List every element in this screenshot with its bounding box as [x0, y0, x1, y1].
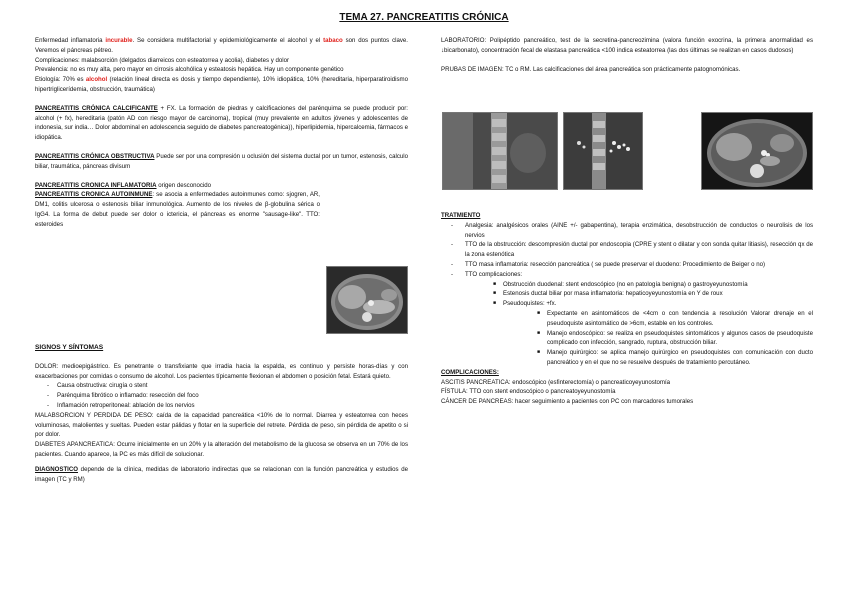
- pruebas-paragraph: PRUBAS DE IMAGEN: TC o RM. Las calcificaciones del área pancreática son prácticamente patognomónicas.: [441, 65, 741, 73]
- list-item: - TTO de la obstrucción: descompresión ductal por endoscopia (CPRE y stent o dilatar y con sonda quitar litiasis), resección qx de la zona estenótica: [441, 240, 813, 260]
- diagnostico-section: DIAGNOSTICO depende de la clínica, medidas de laboratorio indirectas que se relacionan con la función pancreática y estudios de imagen (TC y RM): [35, 465, 408, 483]
- list-item: - Analgesia: analgésicos orales (AINE +/- gabapentina), terapia enzimática, desobstrucción de conductos o neurolisis de los nervios: [441, 221, 813, 241]
- calcificante-heading: PANCREATITIS CRÓNICA CALCIFICANTE: [35, 104, 158, 112]
- right-column: [441, 36, 813, 74]
- signos-heading: SIGNOS Y SÍNTOMAS: [35, 344, 104, 351]
- dolor-causes-list: [35, 381, 408, 410]
- incurable-highlight: incurable: [105, 37, 133, 44]
- dolor-paragraph: DOLOR: medioepigástrico. Es penetrante o transfixiante que irradia hacia la espalda, es continuo y persiste horas-días y con exacerbaciones por comidas o consumo de alcohol. Los pacientes típicamente flexionan el abdomen o posición fetal. Estará quieto.: [35, 362, 408, 380]
- diagnostico-heading: DIAGNOSTICO: [35, 465, 78, 473]
- autoinmune-heading: PANCREATITIS CRONICA AUTOINMUNE: [35, 191, 153, 199]
- inflamatoria-heading: PANCREATITIS CRONICA INFLAMATORIA: [35, 181, 157, 189]
- laboratorio-paragraph: LABORATORIO: Polipéptido pancreático, test de la secretina-pancreozimina (valora función exocrina, la primera anormalidad es ↓bicarbonato), concentración fecal de elastasa pancreática <100 indica esteatorrea (las dos últimas se realizan en casos dudosos): [441, 37, 813, 54]
- list-item: FÍSTULA: TTO con stent endoscópico o pancreatoyeyunostomía: [441, 388, 616, 396]
- complicaciones-heading: COMPLICACIONES:: [441, 368, 499, 376]
- malabsorcion-paragraph: MALABSORCION Y PERDIDA DE PESO: caída de la capacidad pancreática <10% de lo normal. Diarrea y esteatorrea con heces voluminosas, malolientes y sueltas. Pueden estar pálidas y flotar en la superficie del retrete. Pérdida de peso, sin pérdida de apetito o si por dolor.: [35, 411, 408, 439]
- prevalencia-line: Prevalencia: no es muy alta, pero mayor en cirrosis alcohólica y esteatosis hepática. Hay un componente genético: [35, 66, 344, 74]
- list-item: ■ Pseudoquistes: +fx.: [441, 299, 813, 309]
- autoimmune-ct-image: [326, 266, 408, 334]
- list-item: - Parénquima fibrótico o inflamado: resección del foco: [35, 391, 408, 401]
- inflamatoria-section: PANCREATITIS CRONICA INFLAMATORIA origen desconocido: [35, 181, 212, 189]
- list-item: - TTO masa inflamatoria: resección pancreática ( se puede preservar el duodeno: Procedimiento de Beiger o no): [441, 260, 813, 270]
- list-item: ASCITIS PANCREATICA: endoscópico (esfinterectomía) o pancreaticoyeyunostomía: [441, 378, 671, 386]
- list-item: - Causa obstructiva: cirugía o stent: [35, 381, 408, 391]
- obstructiva-section: PANCREATITIS CRÓNICA OBSTRUCTIVA Puede ser por una compresión u oclusión del sistema ductal por un tumor, estenosis, calculo biliar, traumática, páncreas divisum: [35, 152, 408, 170]
- calcificante-section: PANCREATITIS CRÓNICA CALCIFICANTE + FX. La formación de piedras y calcificaciones del parénquima se puede producir por: alcohol (+ fx), hereditaria (patón AD con riesgo mayor de carcinoma), tropical (muy prevalente en adultos jóvenes y adolescentes de indonesia, sur india… Dolor abdominal en adolescencia seguido de diabetes pancreatogénica)), hiperlipidemia, hipercalcemia, fármacos e idiopática.: [35, 104, 408, 142]
- list-item: ■ Manejo quirúrgico: se aplica manejo quirúrgico en pseudoquistes con comunicación con ducto pancreático y en el que no se resuelve después de tratamiento percutáneo.: [441, 348, 813, 368]
- left-column-lower: [35, 343, 408, 484]
- page-title: TEMA 27. PANCREATITIS CRÓNICA: [339, 12, 509, 23]
- etiologia-line: Etiología: 70% es alcohol (relación lineal directa es dosis y tiempo dependiente), 10% idiopática, 10% (hereditaria, hiperparatiroidismo hipertriglicerídemia, obstrucción, traumática): [35, 76, 408, 93]
- diabetes-paragraph: DIABETES APANCREATICA: Ocurre inicialmente en un 20% y la alteración del metabolismo de la glucosa se observa en un 70% de los pacientes. Cuando aparece, la PC es más difícil de solucionar.: [35, 441, 408, 458]
- alcohol-highlight: alcohol: [85, 76, 108, 84]
- list-item: ■ Estenosis ductal biliar por masa inflamatoria: hepaticoyeyunostomía en Y de roux: [441, 289, 813, 299]
- xray-image: [442, 112, 558, 190]
- list-item: ■ Manejo endoscópico: se realiza en pseudoquistes sintomáticos y algunos casos de pseudoquiste complicado con infección, sangrado, ruptura, obstrucción biliar.: [441, 329, 813, 349]
- complicaciones-line: Complicaciones: malabsorción (delgados diarreicos con esteatorrea y acolia), diabetes y dolor: [35, 56, 290, 64]
- list-item: CÁNCER DE PANCREAS: hacer seguimiento a pacientes con PC con marcadores tumorales: [441, 398, 694, 406]
- calcification-xray-image: [563, 112, 643, 190]
- ct-scan-image: [701, 112, 813, 190]
- intro-paragraph: Enfermedad inflamatoria incurable. Se considera multifactorial y epidemiológicamente el alcohol y el tabaco son dos puntos clave. Veremos el páncreas pétreo.: [35, 37, 408, 54]
- list-item: ■ Obstrucción duodenal: stent endoscópico (no en patología benigna) o gastroyeyunostomía: [441, 280, 813, 290]
- list-item: ■ Expectante en asintomáticos de <4cm o con tendencia a resolución Valorar drenaje en el pseudoquiste asintomático de >6cm, estable en los controles.: [441, 309, 813, 329]
- right-column-lower: [441, 211, 813, 407]
- tabaco-highlight: tabaco: [323, 37, 343, 44]
- list-item: - TTO complicaciones:: [441, 270, 813, 280]
- autoinmune-section: PANCREATITIS CRONICA AUTOINMUNE: se asocia a enfermedades autoinmunes como: sjogren, AR, DM1, colitis ulcerosa o estenosis biliar inmunológica. Aumento de los niveles de β-globulina sérica o IgG4. La forma de debut puede ser dolor o ictericia, el páncreas es enorme "sausage-like". TTO: esteroides: [35, 191, 320, 228]
- obstructiva-heading: PANCREATITIS CRÓNICA OBSTRUCTIVA: [35, 152, 155, 160]
- list-item: - Inflamación retroperitoneal: ablación de los nervios: [35, 401, 408, 411]
- tratamiento-heading: TRATMIENTO: [441, 212, 481, 219]
- left-column: [35, 36, 408, 230]
